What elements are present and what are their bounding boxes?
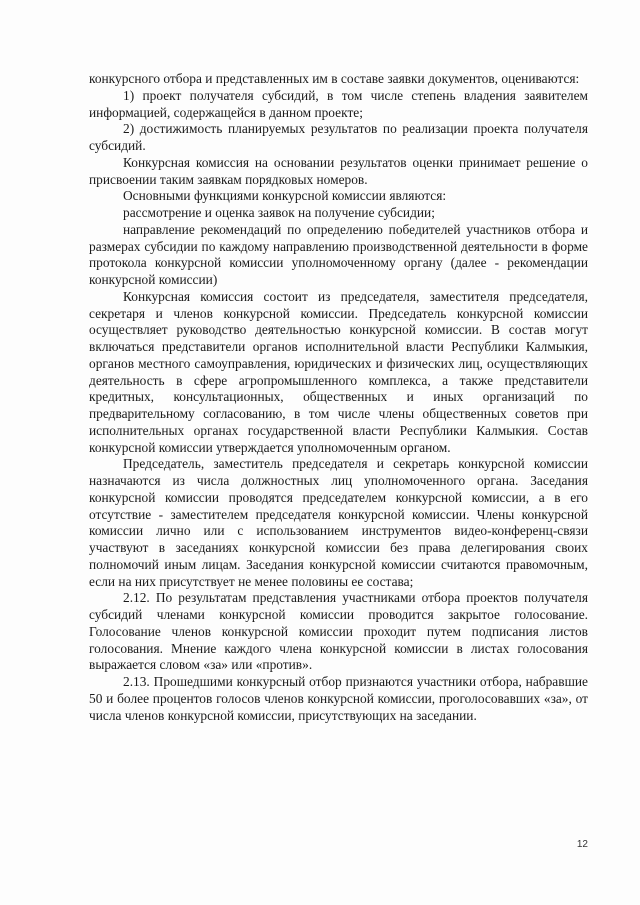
paragraph: Председатель, заместитель председателя и секретарь конкурсной комиссии назначаются из числа должностных лиц уполномоченного органа. Заседания конкурсной комиссии проводятся председателем конкурсной комиссии, а в его отсутствие - заместителем председателя конкурсной комиссии. Члены конкурсной комиссии лично или с использованием инструментов видео-конференц-связи участвуют в заседаниях конкурсной комиссии без права делегирования своих полномочий иным лицам. Заседания конкурсной комиссии считаются правомочным, если на них присутствует не менее половины ее состава; [89, 456, 588, 589]
paragraph: конкурсного отбора и представленных им в составе заявки документов, оцениваются: [89, 71, 580, 86]
paragraph: 2.12. По результатам представления участниками отбора проектов получателя субсидий членами конкурсной комиссии проводится закрытое голосование. Голосование членов конкурсной комиссии проходит путем подписания листов голосования. Мнение каждого члена конкурсной комиссии в листах голосования выражается словом «за» или «против». [89, 590, 588, 673]
paragraph: Основными функциями конкурсной комиссии являются: [123, 188, 447, 204]
paragraph: 2) достижимость планируемых результатов по реализации проекта получателя субсидий. [89, 121, 588, 153]
paragraph: Конкурсная комиссия на основании результатов оценки принимает решение о присвоении таким заявкам порядковых номеров. [89, 154, 588, 187]
paragraph: Конкурсная комиссия состоит из председателя, заместителя председателя, секретаря и членов конкурсной комиссии. Председатель конкурсной комиссии осуществляет руководство деятельностью конкурсной комиссии. В состав могут включаться представители органов исполнительной власти Республики Калмыкия, органов местного самоуправления, юридических и физических лиц, осуществляющих деятельность в сфере агропромышленного комплекса, а также представители кредитных, консультационных, общественных и иных организаций по предварительному согласованию, в том числе члены общественных советов при исполнительных органах государственной власти Республики Калмыкия. Состав конкурсной комиссии утверждается уполномоченным органом. [89, 288, 588, 455]
document-body [89, 71, 588, 724]
paragraph: 2.13. Прошедшими конкурсный отбор признаются участники отбора, набравшие 50 и более процентов голосов членов конкурсной комиссии, проголосовавших «за», от числа членов конкурсной комиссии, присутствующих на заседании. [89, 674, 588, 723]
paragraph: рассмотрение и оценка заявок на получение субсидии; [123, 205, 435, 220]
paragraph: 1) проект получателя субсидий, в том числе степень владения заявителем информацией, содержащейся в данном проекте; [89, 87, 588, 120]
paragraph: направление рекомендаций по определению победителей участников отбора и размерах субсидии по каждому направлению производственной деятельности в форме протокола конкурсной комиссии уполномоченному органу (далее - рекомендации конкурсной комиссии) [89, 221, 588, 287]
page-number: 12 [576, 839, 588, 850]
